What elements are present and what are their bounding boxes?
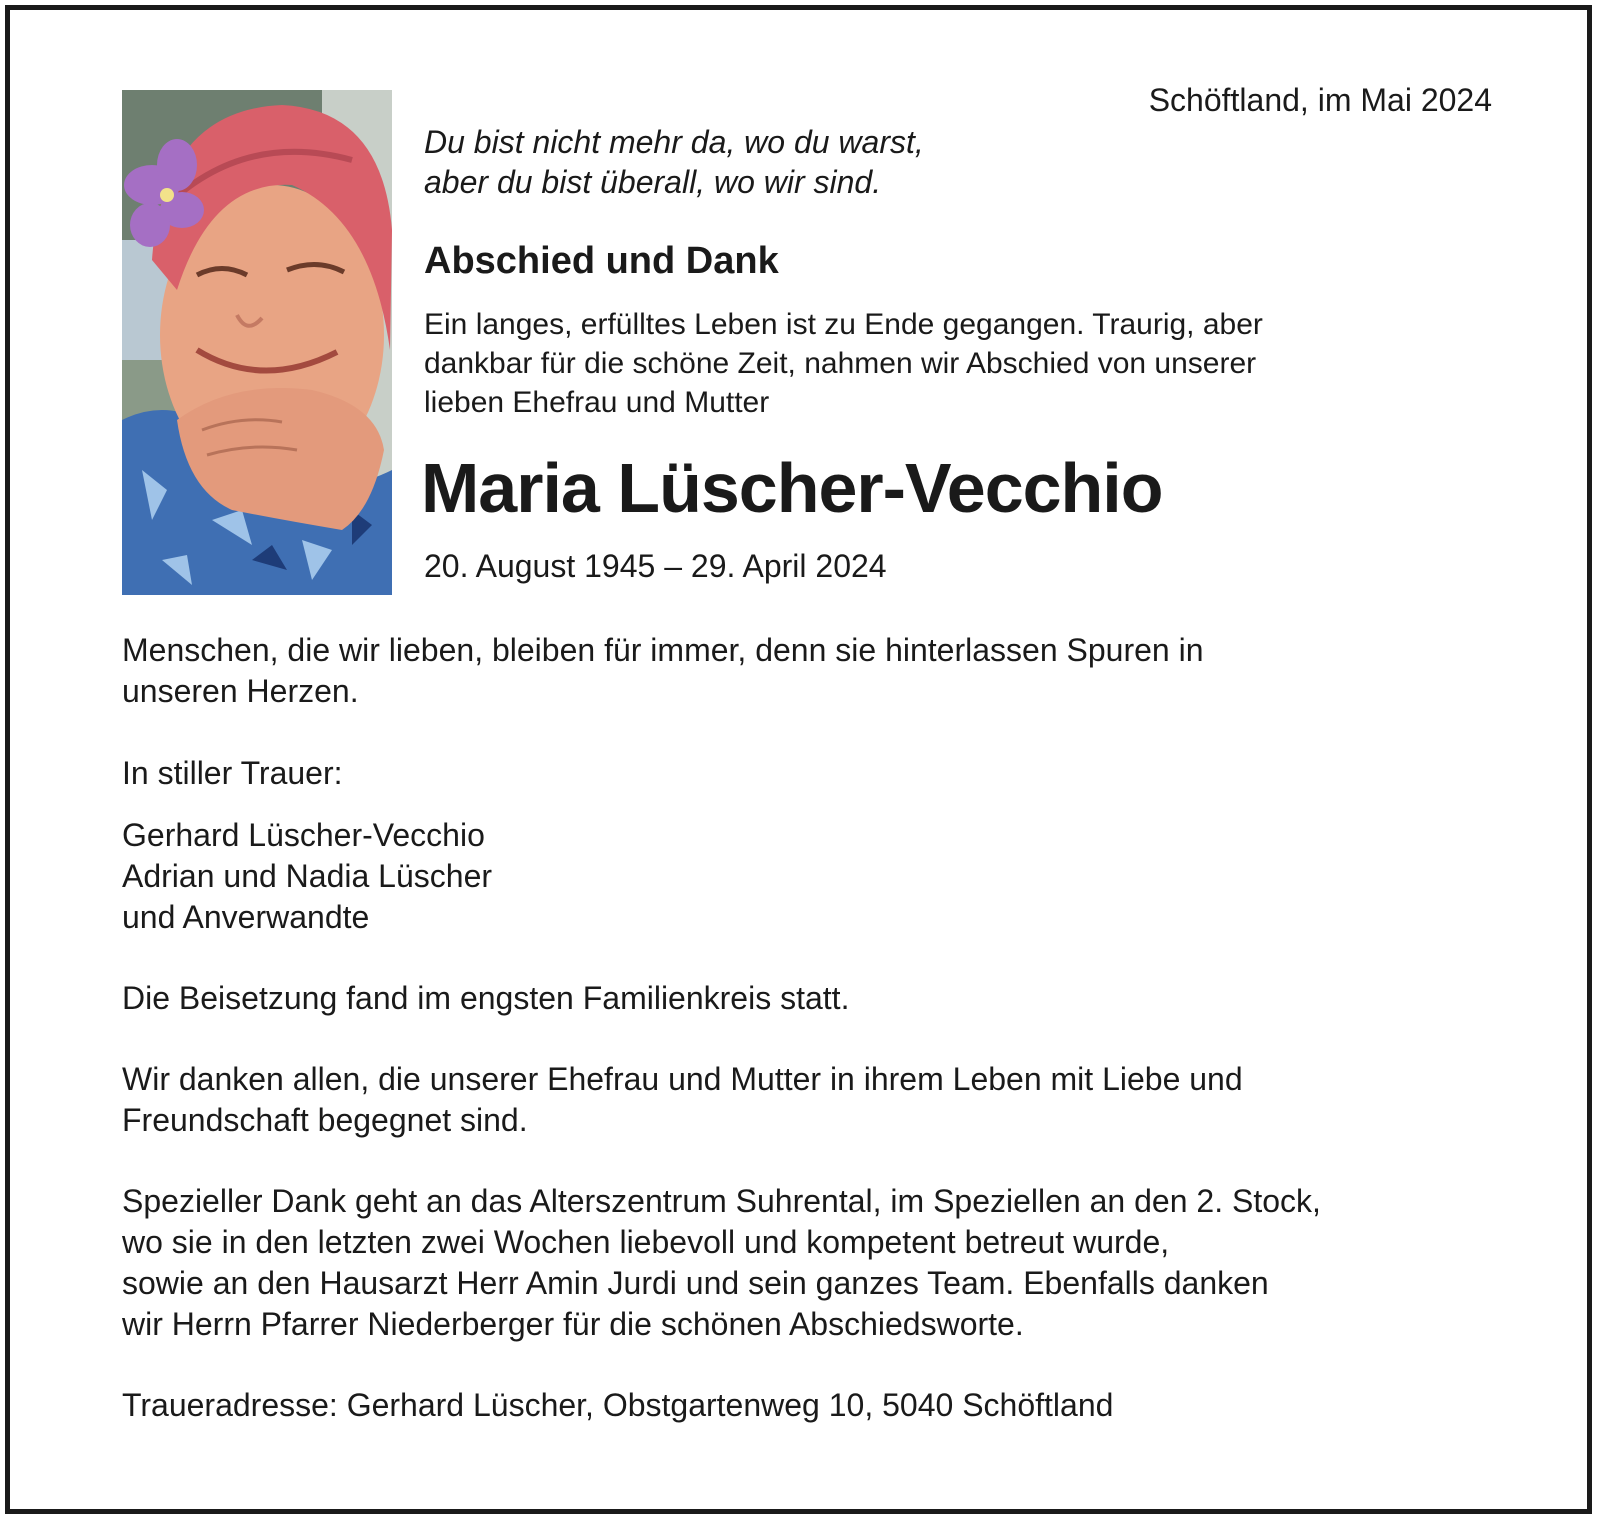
thanks-line: Freundschaft begegnet sind.: [122, 1102, 528, 1138]
special-thanks-paragraph: [122, 1181, 1321, 1345]
special-thanks-line: Spezieller Dank geht an das Alterszentrum Suhrental, im Speziellen an den 2. Stock,: [122, 1183, 1321, 1219]
intro-line: Ein langes, erfülltes Leben ist zu Ende gegangen. Traurig, aber: [424, 308, 1263, 341]
mourners-list: [122, 815, 492, 938]
mourner-name: Gerhard Lüscher-Vecchio: [122, 817, 485, 853]
portrait-photo: [122, 90, 392, 595]
special-thanks-line: wo sie in den letzten zwei Wochen liebevoll und kompetent betreut wurde,: [122, 1224, 1170, 1260]
mourning-label: In stiller Trauer:: [122, 755, 343, 791]
notice-heading: Abschied und Dank: [424, 240, 779, 282]
obituary-notice: [5, 5, 1592, 1514]
burial-note: Die Beisetzung fand im engsten Familienkreis statt.: [122, 980, 850, 1016]
quote-paragraph: [122, 630, 1203, 712]
life-dates: 20. August 1945 – 29. April 2024: [424, 548, 887, 584]
intro-line: lieben Ehefrau und Mutter: [424, 386, 770, 419]
quote-line: Menschen, die wir lieben, bleiben für immer, denn sie hinterlassen Spuren in: [122, 632, 1204, 668]
deceased-name: Maria Lüscher-Vecchio: [421, 449, 1163, 527]
special-thanks-line: sowie an den Hausarzt Herr Amin Jurdi und sein ganzes Team. Ebenfalls danken: [122, 1265, 1269, 1301]
mourner-name: Adrian und Nadia Lüscher: [122, 858, 493, 894]
thanks-paragraph: [122, 1059, 1243, 1141]
motto-line: aber du bist überall, wo wir sind.: [424, 164, 882, 200]
mourning-address: Traueradresse: Gerhard Lüscher, Obstgartenweg 10, 5040 Schöftland: [122, 1387, 1114, 1423]
special-thanks-line: wir Herrn Pfarrer Niederberger für die schönen Abschiedsworte.: [122, 1306, 1024, 1342]
intro-line: dankbar für die schöne Zeit, nahmen wir Abschied von unserer: [424, 347, 1257, 380]
thanks-line: Wir danken allen, die unserer Ehefrau und Mutter in ihrem Leben mit Liebe und: [122, 1061, 1243, 1097]
quote-line: unseren Herzen.: [122, 673, 359, 709]
place-date: Schöftland, im Mai 2024: [1148, 82, 1492, 118]
motto-quote: [424, 122, 924, 202]
motto-line: Du bist nicht mehr da, wo du warst,: [424, 124, 924, 160]
intro-paragraph: [424, 305, 1263, 422]
mourner-name: und Anverwandte: [122, 899, 370, 935]
